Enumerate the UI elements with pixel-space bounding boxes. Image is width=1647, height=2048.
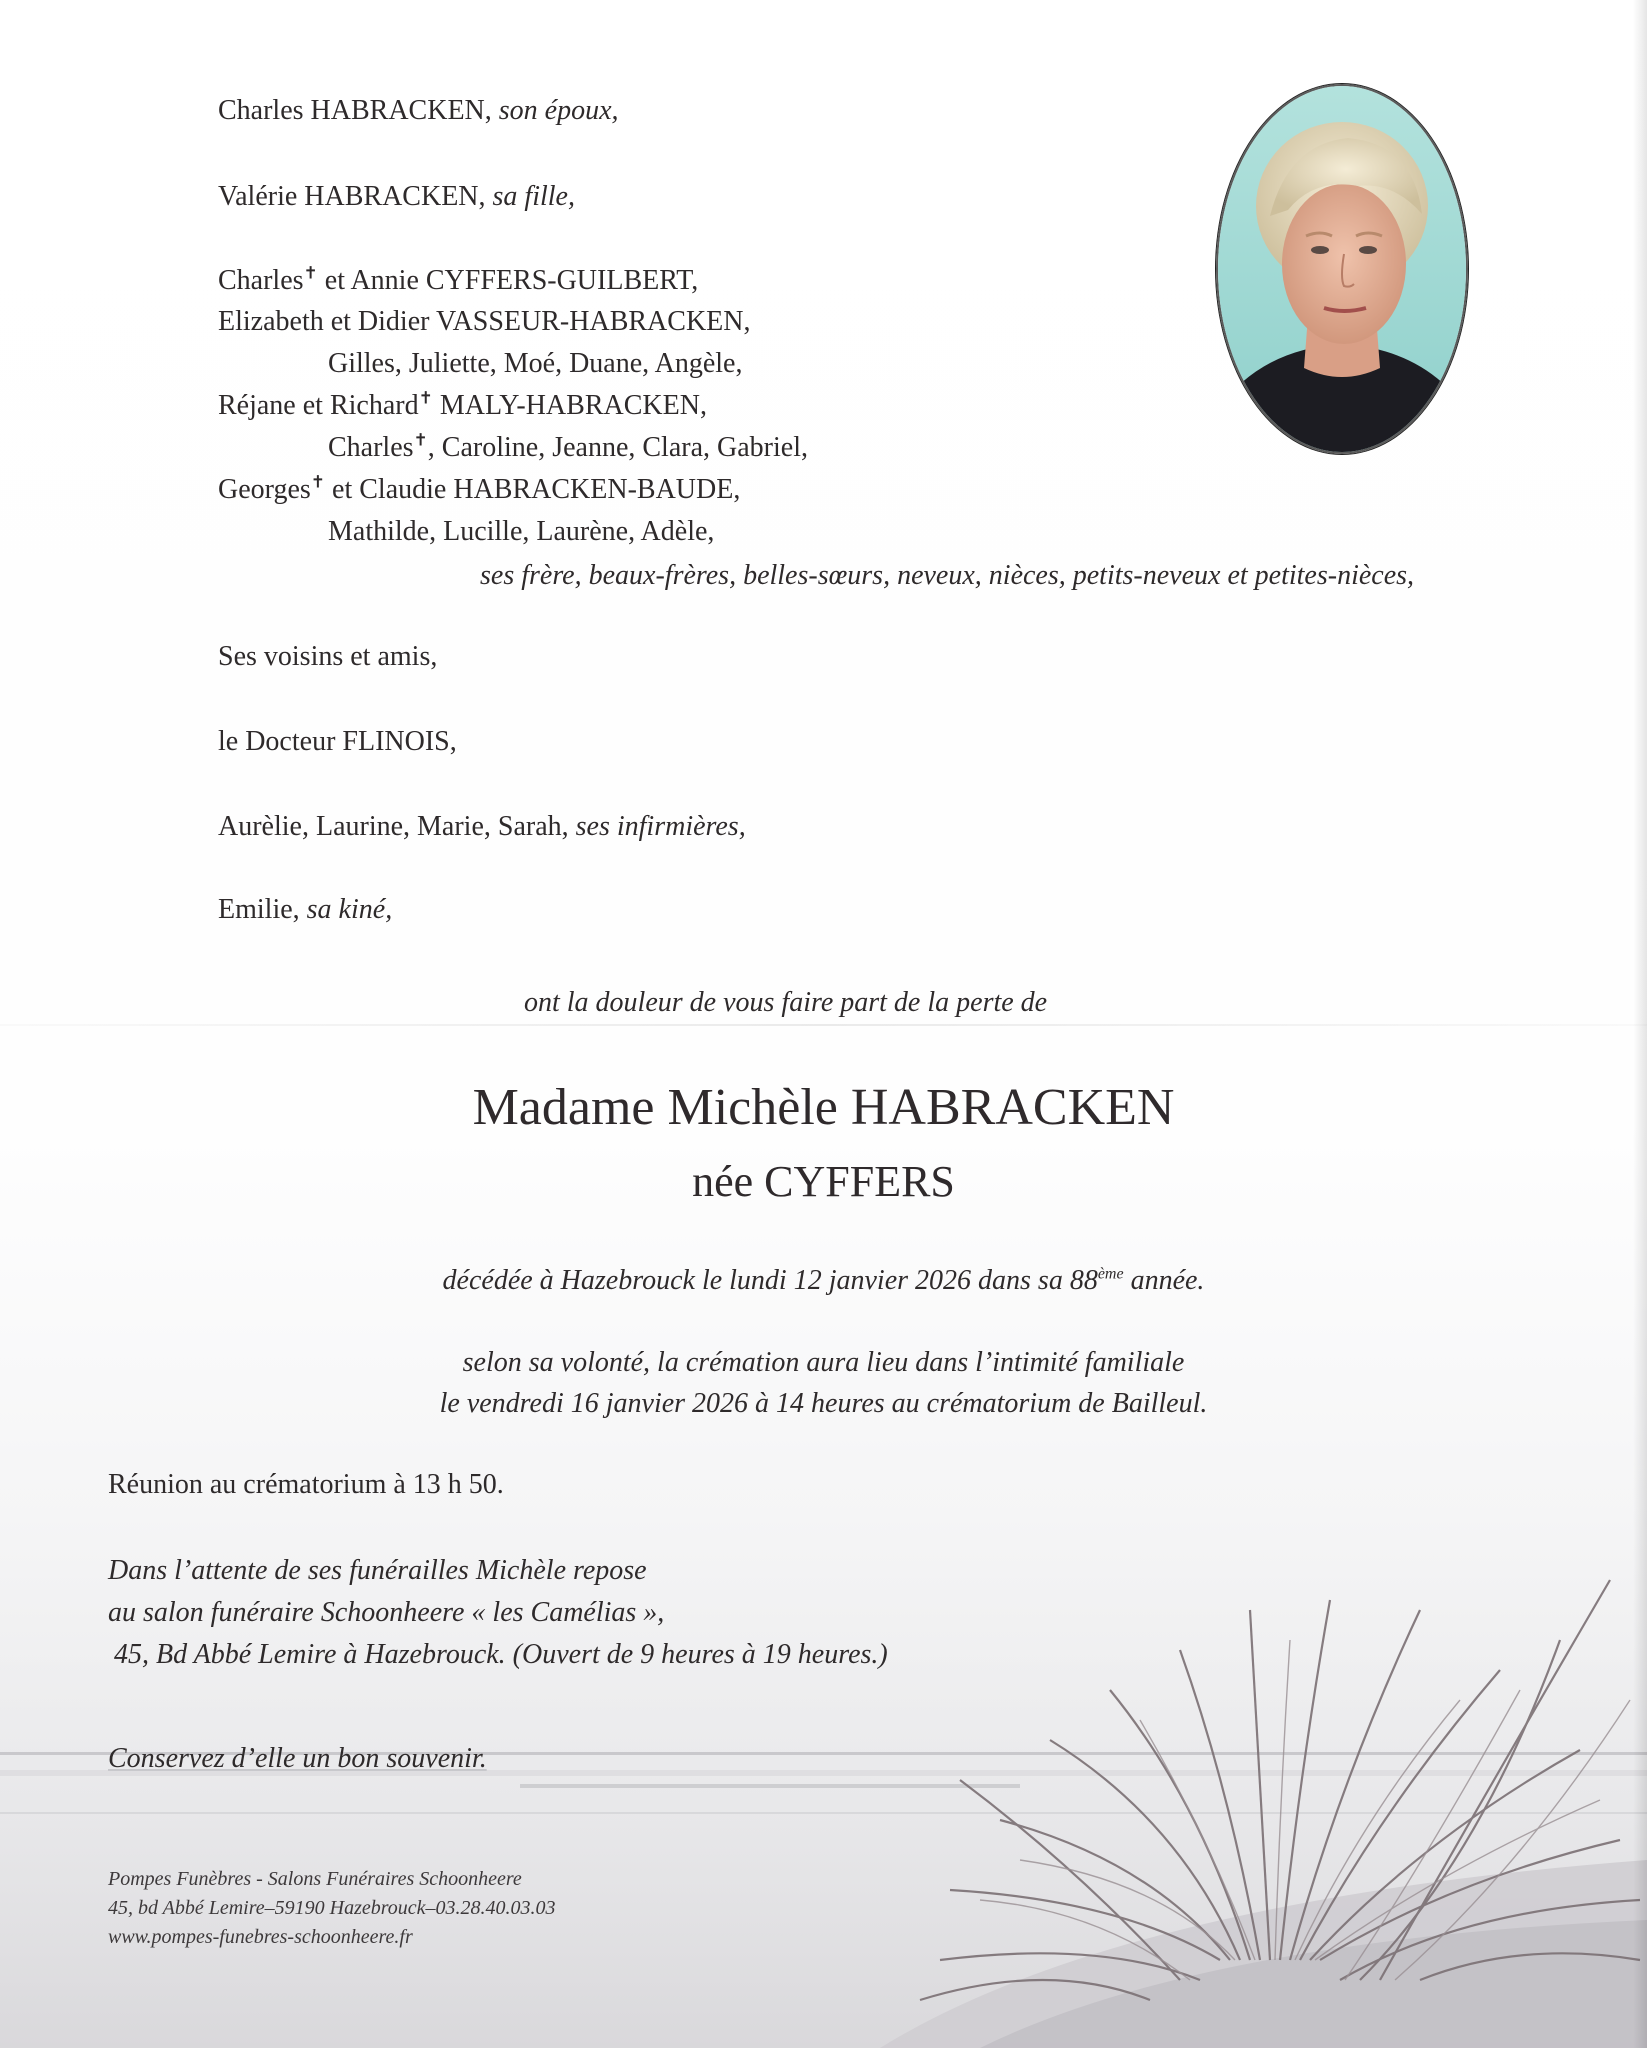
portrait-image <box>1218 86 1466 452</box>
family-names-maly-children: , Caroline, Jeanne, Clara, Gabriel, <box>427 432 808 463</box>
cremation-line-1: selon sa volonté, la crémation aura lieu dans l’intimité familiale <box>462 1347 1185 1378</box>
family-line-maly-children <box>328 431 808 465</box>
family-name-charles-jr: Charles <box>328 432 414 463</box>
deceased-name: Madame Michèle HABRACKEN <box>472 1079 1175 1136</box>
closing-line: Conservez d’elle un bon souvenir. <box>108 1743 487 1774</box>
footer-address: 45, bd Abbé Lemire–59190 Hazebrouck–03.28.40.03.03 <box>108 1897 556 1919</box>
deceased-portrait <box>1216 84 1468 454</box>
death-text-end: année. <box>1123 1265 1205 1296</box>
fold-line <box>0 1024 1647 1026</box>
page-edge <box>1633 0 1647 2048</box>
family-line-cyffers <box>218 264 698 298</box>
death-notice <box>0 1264 1647 1298</box>
family-line-baude-children: Mathilde, Lucille, Laurène, Adèle, <box>328 516 715 547</box>
family-line-maly <box>218 389 707 423</box>
footer-website[interactable]: www.pompes-funebres-schoonheere.fr <box>108 1926 413 1948</box>
announcement-intro: ont la douleur de vous faire part de la perte de <box>524 987 1048 1018</box>
cremation-line-2: le vendredi 16 janvier 2026 à 14 heures au crématorium de Bailleul. <box>439 1388 1208 1419</box>
repose-line-1: Dans l’attente de ses funérailles Michèle repose <box>108 1555 647 1586</box>
family-name-annie: et Annie CYFFERS-GUILBERT, <box>324 265 699 296</box>
cross-icon: ✝ <box>413 430 428 450</box>
deceased-maiden-name: née CYFFERS <box>692 1157 955 1206</box>
family-name-georges: Georges <box>218 474 311 505</box>
family-name-claudie: et Claudie HABRACKEN-BAUDE, <box>332 474 741 505</box>
repose-line-2: au salon funéraire Schoonheere « les Camélias », <box>108 1597 665 1628</box>
nurses-line <box>218 810 746 844</box>
family-name-maly: MALY-HABRACKEN, <box>439 390 707 421</box>
kine-line <box>218 893 392 927</box>
death-text: décédée à Hazebrouck le lundi 12 janvier 2026 dans sa 88 <box>442 1265 1098 1296</box>
cross-icon: ✝ <box>310 472 326 492</box>
kine-name: Emilie, <box>218 894 300 925</box>
daughter-role: sa fille, <box>492 181 575 212</box>
family-summary: ses frère, beaux-frères, belles-sœurs, neveux, nièces, petits-neveux et petites-nièces, <box>480 560 1415 591</box>
family-line-vasseur: Elizabeth et Didier VASSEUR-HABRACKEN, <box>218 306 751 337</box>
cross-icon: ✝ <box>418 388 433 408</box>
spouse-role: son époux, <box>498 95 619 126</box>
cross-icon: ✝ <box>303 263 318 283</box>
family-name-charles: Charles <box>218 265 304 296</box>
family-line-daughter <box>218 180 575 214</box>
daughter-name: Valérie HABRACKEN, <box>218 181 486 212</box>
ordinal-suffix: ème <box>1097 1265 1124 1283</box>
meeting-line: Réunion au crématorium à 13 h 50. <box>108 1469 504 1500</box>
family-name-rejane: Réjane et Richard <box>218 390 419 421</box>
repose-line-3: 45, Bd Abbé Lemire à Hazebrouck. (Ouvert de 9 heures à 19 heures.) <box>114 1639 888 1670</box>
family-line-vasseur-children: Gilles, Juliette, Moé, Duane, Angèle, <box>328 348 743 379</box>
kine-role: sa kiné, <box>306 894 393 925</box>
nurses-role: ses infirmières, <box>575 811 746 842</box>
family-line-spouse <box>218 94 619 128</box>
spouse-name: Charles HABRACKEN, <box>218 95 492 126</box>
doctor-line: le Docteur FLINOIS, <box>218 726 457 757</box>
footer-company: Pompes Funèbres - Salons Funéraires Schoonheere <box>108 1868 522 1890</box>
nurses-names: Aurèlie, Laurine, Marie, Sarah, <box>218 811 569 842</box>
family-line-baude <box>218 473 740 507</box>
neighbors-line: Ses voisins et amis, <box>218 641 438 672</box>
